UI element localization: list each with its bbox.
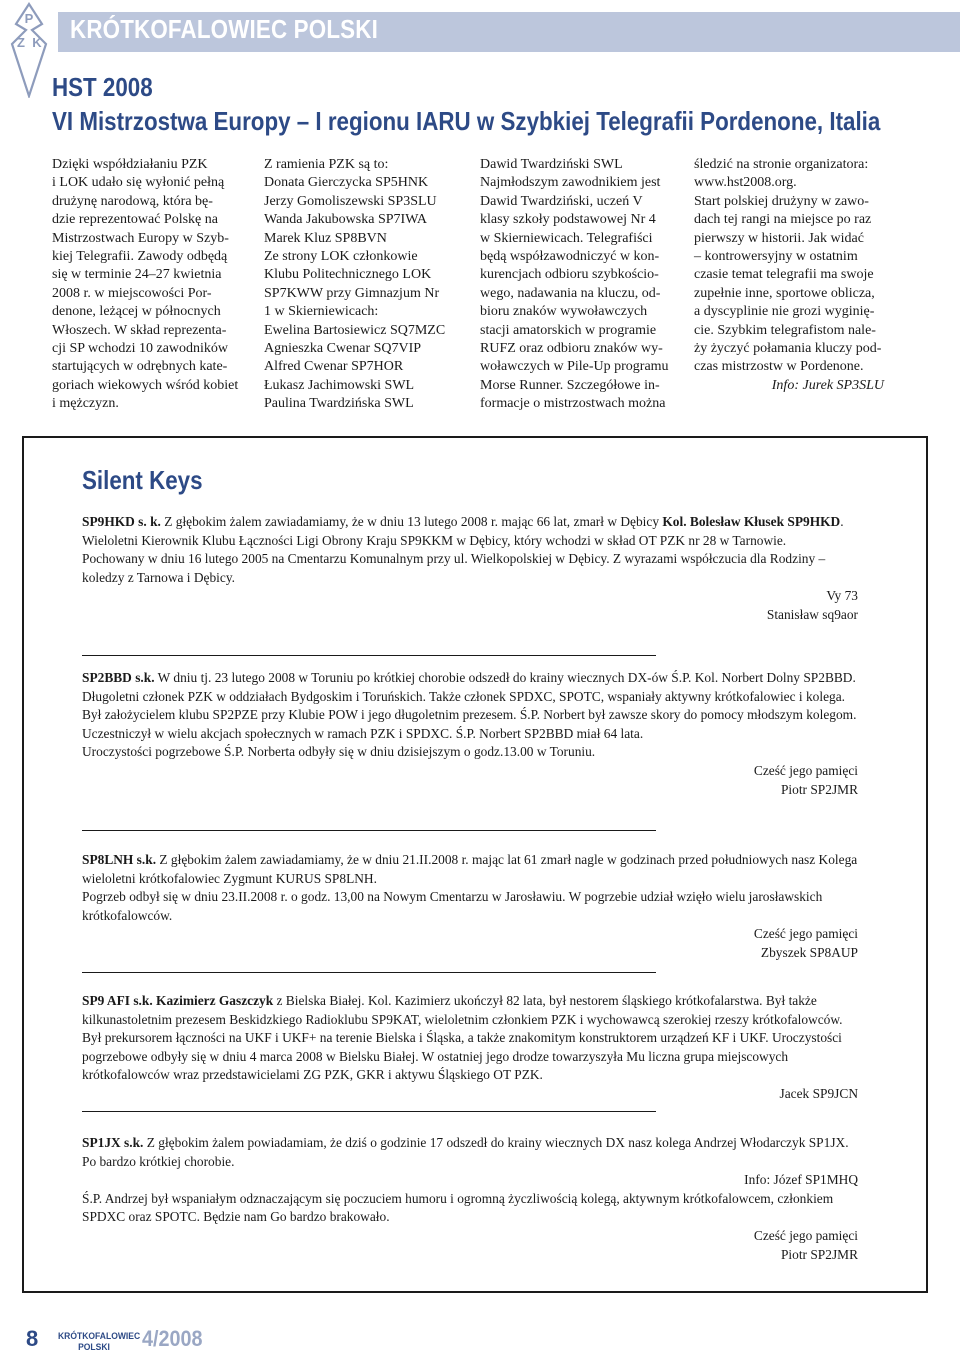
- logo-letter-p: P: [24, 11, 34, 26]
- article-column-3: [480, 156, 676, 414]
- article-text-line: Mistrzostwach Europy w Szyb-: [52, 230, 229, 246]
- article-text-line: i mężczyzn.: [52, 396, 119, 412]
- article-text-line: goriach wiekowych wśród kobiet: [52, 377, 239, 393]
- footer-issue: 4/2008: [142, 1326, 203, 1351]
- obituary-sp9hkd: [82, 513, 858, 625]
- article-kicker: HST 2008: [52, 72, 153, 102]
- separator-line: [82, 830, 656, 831]
- article-text-line: Dawid Twardziński SWL: [480, 157, 623, 172]
- article-text-line: Włoszech. W skład reprezenta-: [52, 322, 227, 338]
- article-text-line: bioru znaków wywoławczych: [480, 304, 648, 320]
- article-text-line: się w terminie 24–27 kwietnia: [52, 267, 222, 283]
- obituary-sp8lnh: [82, 851, 858, 963]
- article-text-line: woławczych w Pile-Up programu: [480, 359, 669, 375]
- article-text-line: ży życzyć połamania kluczy pod-: [694, 341, 882, 357]
- entry-signature: Piotr SP2JMR: [780, 1246, 858, 1262]
- article-text-line: Start polskiej drużyny w zawo-: [694, 193, 869, 209]
- article-text-line: dzie reprezentować Polskę na: [52, 212, 218, 228]
- obituary-sp2bbd: [82, 669, 858, 799]
- entry-paragraph: Uroczystości pogrzebowe Ś.P. Norberta odbyły się w dniu dzisiejszym o godz.13.00 w Toruniu.: [82, 744, 596, 760]
- entry-callsign: SP9HKD s. k.: [82, 514, 161, 529]
- separator-line: [82, 972, 656, 973]
- article-text-line: SP7KWW przy Gimnazjum Nr: [264, 285, 440, 301]
- article-text-line: czasie temat telegrafii ma swoje: [694, 267, 874, 283]
- article-text-line: klasy szkoły podstawowej Nr 4: [480, 212, 656, 228]
- entry-signature: Stanisław sq9aor: [766, 606, 858, 622]
- article-text-line: drużynę narodową, która bę-: [52, 193, 213, 209]
- article-column-4: [694, 156, 890, 395]
- entry-callsign: SP1JX s.k.: [82, 1135, 144, 1150]
- entry-text: Z głębokim żalem powiadamiam, że dziś o godzinie 17 odszedł do krainy wiecznych DX nasz kolega Andrzej Włodarczyk SP1JX. Po bardzo krótkiej chorobie.: [82, 1135, 849, 1169]
- entry-paragraph: Pochowany w dniu 16 lutego 2005 na Cmentarzu Komunalnym przy ul. Wielkopolskiej w Dębicy. Z wyrazami współczucia dla Rodziny – koledzy z Tarnowa i Dębicy.: [82, 551, 826, 585]
- entry-callsign: SP9 AFI s.k. Kazimierz Gaszczyk: [82, 993, 274, 1008]
- footer-magazine-name: KRÓTKOFALOWIEC POLSKI: [58, 1331, 141, 1353]
- entry-signature: Piotr SP2JMR: [780, 781, 858, 797]
- entry-signature: Jacek SP9JCN: [779, 1085, 858, 1101]
- article-text-line: kiej Telegrafii. Zawody odbędą: [52, 249, 228, 265]
- article-text-line: i LOK udało się wyłonić pełną: [52, 175, 225, 191]
- entry-info: Info: Józef SP1MHQ: [744, 1172, 858, 1188]
- article-text-line: Alfred Cwenar SP7HOR: [264, 359, 404, 375]
- article-text-line: śledzić na stronie organizatora:: [694, 157, 869, 172]
- separator-line: [82, 655, 656, 656]
- entry-name: Kol. Bolesław Kłusek SP9HKD: [662, 514, 841, 529]
- article-text-line: Morse Runner. Szczegółowe in-: [480, 377, 660, 393]
- article-text-line: czas mistrzostw w Pordenone.: [694, 359, 864, 375]
- obituary-sp1jx: [82, 1134, 858, 1264]
- article-text-line: denone, leżącej w północnych: [52, 304, 221, 320]
- article-text-line: dach tej rangi na miejsce po raz: [694, 212, 872, 228]
- logo-letter-z: Z: [17, 35, 25, 50]
- article-text-line: zupełnie inne, sportowe oblicza,: [694, 285, 875, 301]
- entry-callsign: SP8LNH s.k.: [82, 852, 157, 867]
- logo-letter-k: K: [32, 35, 42, 50]
- article-text-line: Agnieszka Cwenar SQ7VIP: [264, 341, 422, 357]
- article-text-line: Dawid Twardziński, uczeń V: [480, 193, 643, 209]
- article-text-line: www.hst2008.org.: [694, 175, 797, 191]
- article-text-line: kurencjach odbioru szybkościo-: [480, 267, 659, 283]
- article-text-line: wego, nadawania na kluczu, od-: [480, 285, 661, 301]
- entry-text: z Bielska Białej. Kol. Kazimierz ukończył 82 lata, był nestorem śląskiego krótkofalarstwa. Był także kilkunastoletnim prezesem Beskidzkiego Radioklubu SP9KAT, wieloletnim członkiem PZK i wychowawcą szerokiej rzeszy krótkofalowców. Był prekursorem łączności na UKF i UKF+ na terenie Bielska i Śląska, a także znakomitym konstruktorem urządzeń KF i UKF. Uroczystości pogrzebowe odbyły się w dniu 4 marca 2008 w Bielsku Białej. W ostatniej jego drodze towarzyszyła Mu liczna grupa miejscowych krótkofalowców wraz przedstawicielami ZG PZK, GKR i aktywu Śląskiego OT PZK.: [82, 993, 843, 1083]
- article-text-line: Klubu Politechnicznego LOK: [264, 267, 432, 283]
- article-text-line: Marek Kluz SP8BVN: [264, 230, 387, 246]
- article-text-line: – kontrowersyjny w ostatnim: [694, 249, 858, 265]
- separator-line: [82, 1111, 656, 1112]
- silent-keys-title: Silent Keys: [82, 465, 203, 495]
- article-column-2: [264, 156, 460, 414]
- article-text-line: Paulina Twardzińska SWL: [264, 396, 414, 412]
- article-text-line: startujących w odrębnych kate-: [52, 359, 228, 375]
- article-text-line: Ewelina Bartosiewicz SQ7MZC: [264, 322, 446, 338]
- page-number: 8: [26, 1326, 39, 1351]
- magazine-title: KRÓTKOFALOWIEC POLSKI: [70, 14, 378, 44]
- article-text-line: Jerzy Gomoliszewski SP3SLU: [264, 193, 437, 209]
- article-text-line: cie. Szybkim telegrafistom nale-: [694, 322, 876, 338]
- article-text-line: w Skierniewicach. Telegrafiści: [480, 230, 653, 246]
- entry-signature: Cześć jego pamięci: [753, 1227, 858, 1243]
- article-text-line: będą współzawodniczyć w kon-: [480, 249, 660, 265]
- article-text-line: Ze strony LOK członkowie: [264, 249, 418, 265]
- article-text-line: Z ramienia PZK są to:: [264, 157, 389, 172]
- article-text-line: 2008 r. w miejscowości Por-: [52, 285, 212, 301]
- article-text-line: cji SP wchodzi 10 zawodników: [52, 341, 229, 357]
- entry-signature: Vy 73: [826, 588, 858, 604]
- entry-paragraph: Ś.P. Andrzej był wspaniałym odznaczającym się poczuciem humoru i ogromną życzliwością kolegą, aktywnym krótkofalowcem, członkiem SPDXC oraz SPOTC. Będzie nam Go bardzo brakowało.: [82, 1190, 834, 1225]
- article-text-line: stacji amatorskich w programie: [480, 322, 657, 338]
- article-text-line: formacje o mistrzostwach można: [480, 396, 666, 412]
- entry-text: W dniu tj. 23 lutego 2008 w Toruniu po krótkiej chorobie odszedł do krainy wiecznych DX-ów Ś.P. Kol. Norbert Dolny SP2BBD. Długoletni członek PZK w oddziałach Bydgoskim i Toruńskich. Także członek SPDXC, SPOTC, wspaniały aktywny krótkofalowiec i kolega. Był założycielem klubu SP2PZE przy Klubie POW i jego długoletnim prezesem. Ś.P. Norbert był zawsze skory do pomocy młodszym kolegom. Uczestniczył w wielu akcjach społecznych w ramach PZK i SPDXC. Ś.P. Norbert SP2BBD miał 64 lata.: [82, 670, 857, 741]
- article-text-line: Wanda Jakubowska SP7IWA: [264, 212, 427, 228]
- article-text-line: RUFZ oraz odbioru znaków wy-: [480, 341, 663, 357]
- article-text-line: Najmłodszym zawodnikiem jest: [480, 175, 661, 191]
- article-text-line: pierwszy w historii. Jak widać: [694, 230, 864, 246]
- pzk-logo: [4, 2, 54, 98]
- article-text-line: Łukasz Jachimowski SWL: [264, 377, 415, 393]
- article-signature: Info: Jurek SP3SLU: [771, 377, 884, 393]
- entry-callsign: SP2BBD s.k.: [82, 670, 155, 685]
- article-text-line: a dyscyplinie nie grozi wyginię-: [694, 304, 875, 320]
- article-text-line: 1 w Skierniewicach:: [264, 304, 379, 320]
- entry-text: Z głębokim żalem zawiadamiamy, że w dniu 13 lutego 2008 r. mając 66 lat, zmarł w Dębicy: [160, 514, 663, 529]
- article-column-1: [52, 156, 248, 414]
- entry-signature: Cześć jego pamięci: [753, 762, 858, 778]
- article-text-line: Dzięki współdziałaniu PZK: [52, 157, 208, 172]
- entry-signature: Cześć jego pamięci: [753, 926, 858, 942]
- article-text-line: Donata Gierczycka SP5HNK: [264, 175, 429, 191]
- entry-text: . Wieloletni Kierownik Klubu Łączności Ligi Obrony Kraju SP9KKM w Dębicy, który wchodzi w skład OT PZK nr 28 w Tarnowie.: [82, 514, 844, 548]
- obituary-sp9afi: [82, 992, 858, 1104]
- entry-paragraph: Pogrzeb odbył się w dniu 23.II.2008 r. o godz. 13,00 na Nowym Cmentarzu w Jarosławiu. W pogrzebie udział wzięło wielu jarosławskich krótkofalowców.: [82, 889, 823, 923]
- entry-signature: Zbyszek SP8AUP: [760, 944, 858, 960]
- article-title: VI Mistrzostwa Europy – I regionu IARU w Szybkiej Telegrafii Pordenone, Italia: [52, 106, 881, 136]
- entry-text: Z głębokim żalem zawiadamiamy, że w dniu 21.II.2008 r. mając lat 61 zmarł nagle w godzinach przed południowych nasz Kolega wieloletni krótkofalowiec Zygmunt KURUS SP8LNH.: [82, 852, 858, 886]
